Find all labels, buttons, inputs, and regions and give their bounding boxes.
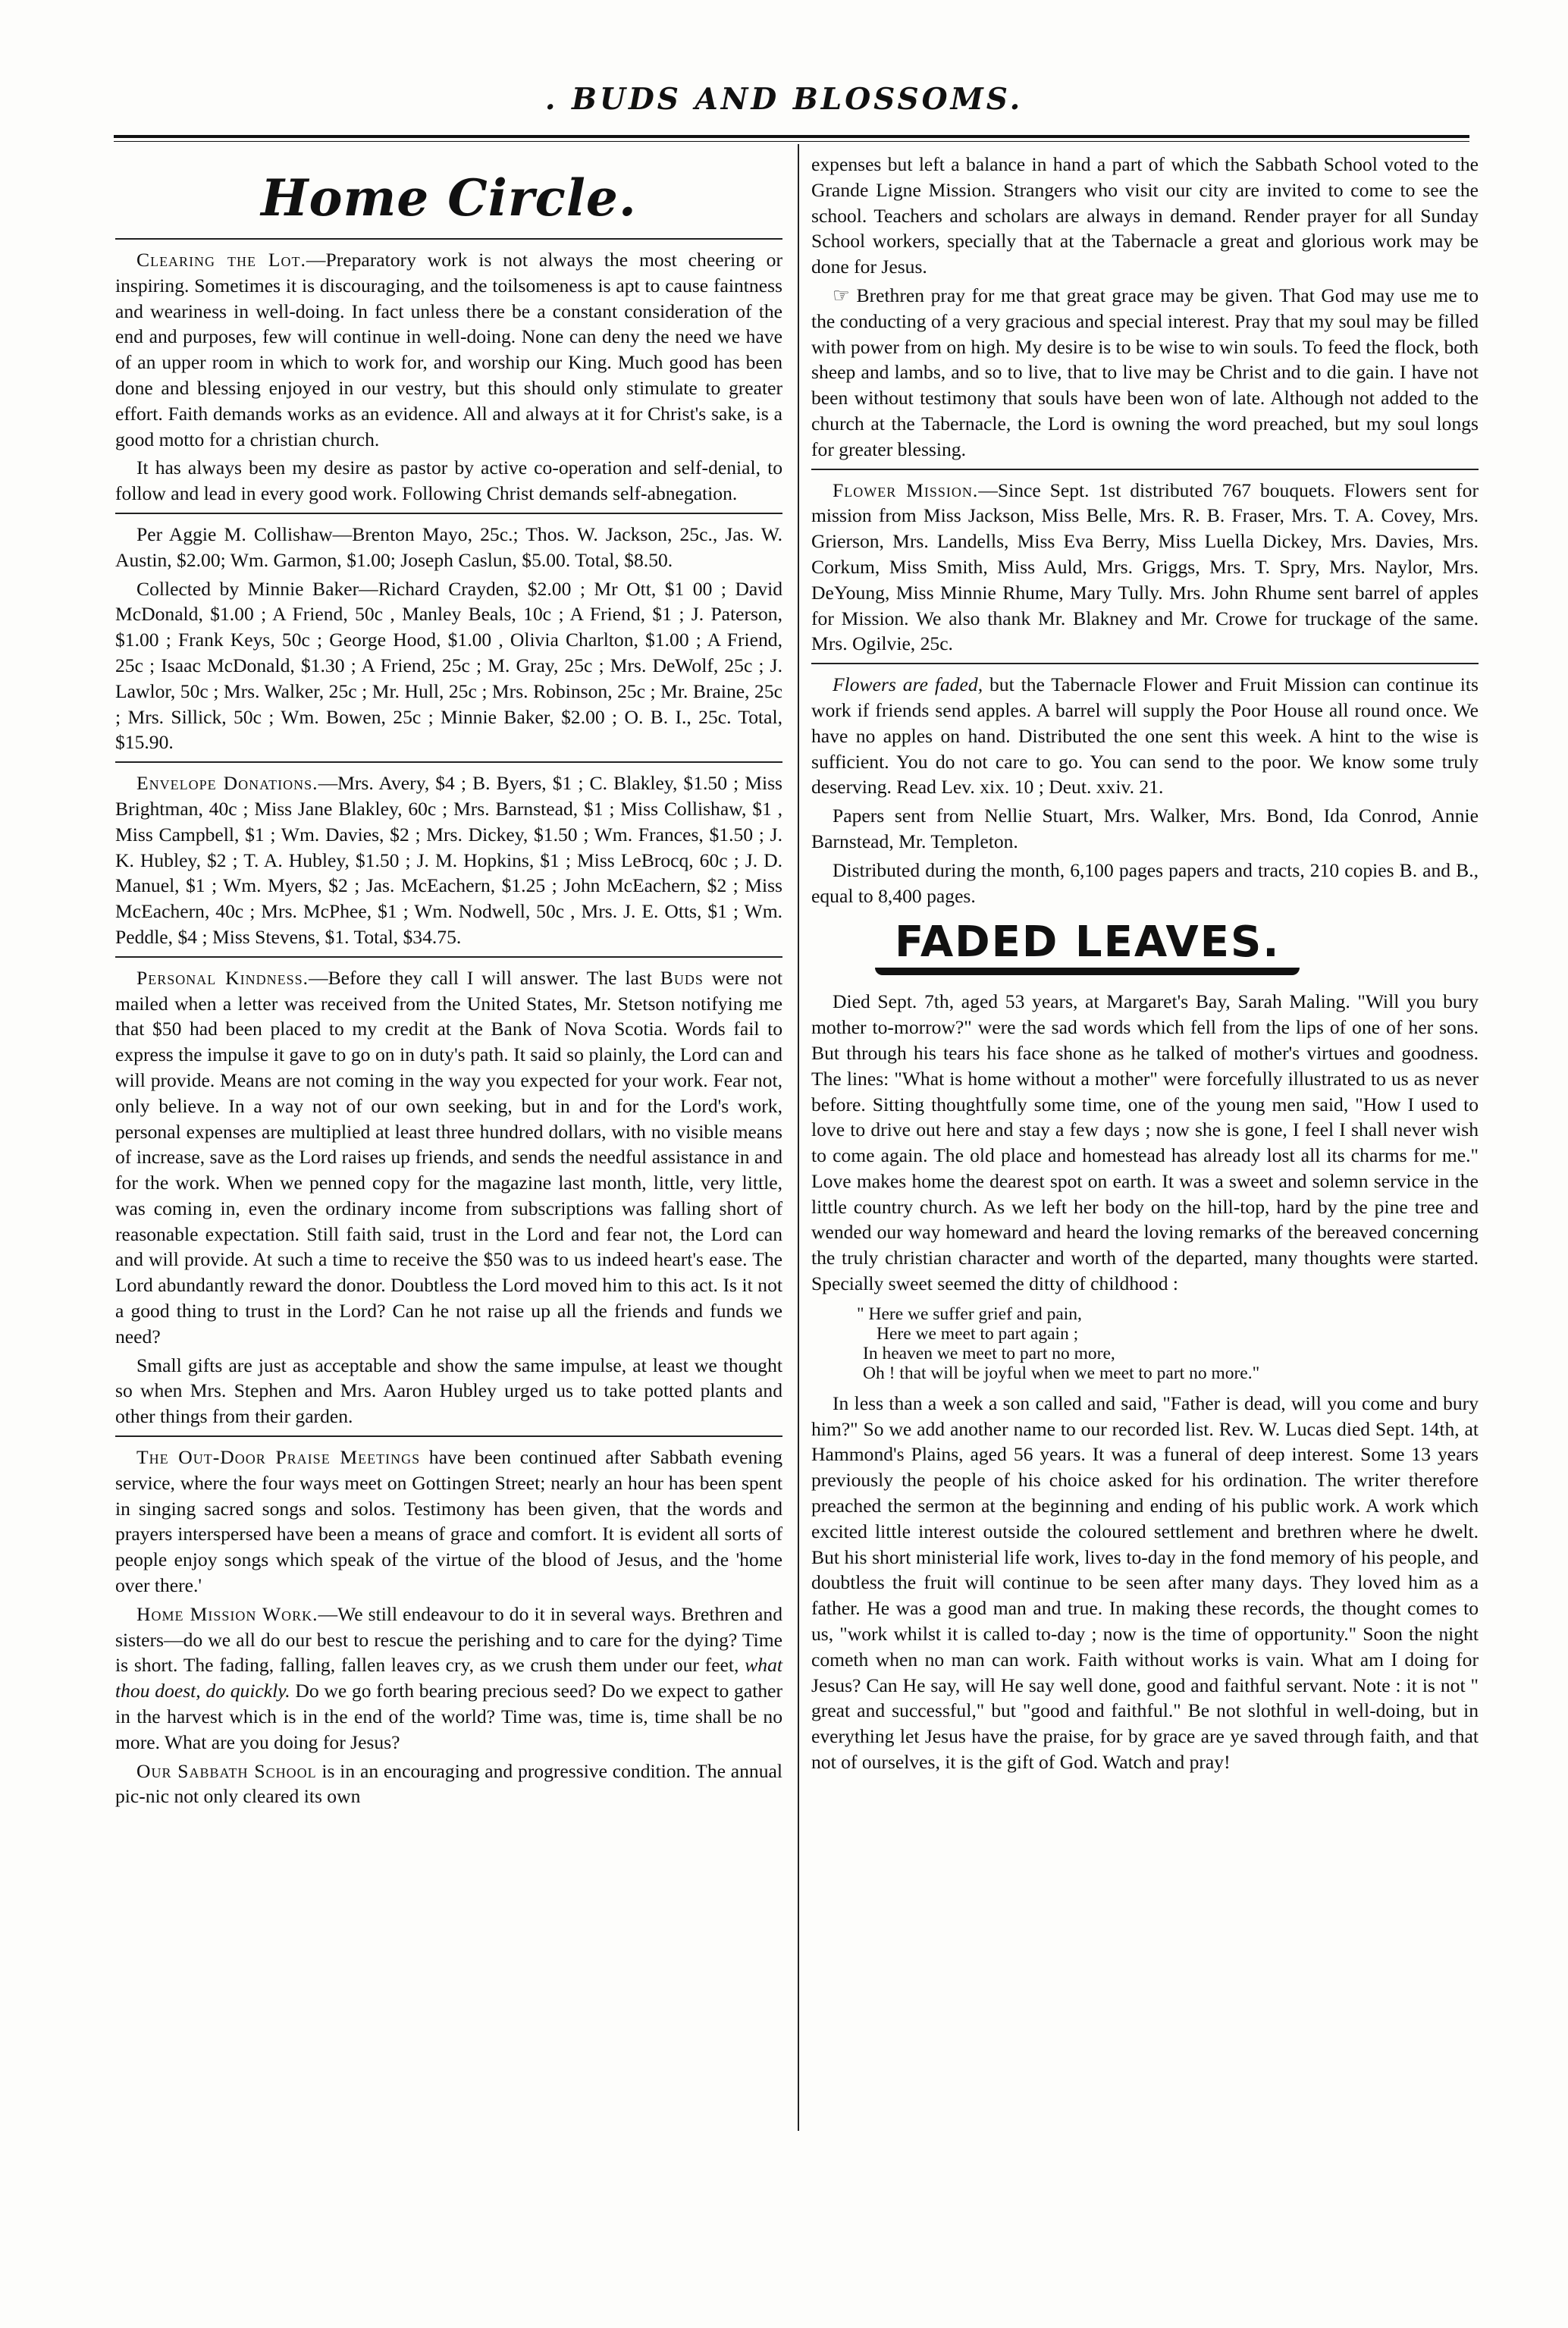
pointing-hand-icon: ☞ (833, 284, 850, 306)
paragraph-flower-mission (811, 478, 1479, 657)
text-home-mission-italic: what thou doest, do quickly. (115, 1654, 782, 1702)
section-title-faded-leaves: FADED LEAVES. (895, 918, 1281, 968)
text-flowers: but the Tabernacle Flower and Fruit Mission can continue its work if friends send apples. A barrel will supply the Poor House all round once. We have no apples on hand. Distributed the one sent this week. A hint to the wise is sufficient. You do not care to go. You can send to the poor. We know some truly deserving. Read Lev. xix. 10 ; Deut. xxiv. 21. (811, 673, 1479, 798)
right-column (811, 152, 1479, 1778)
lead-envelope: Envelope Donations. (136, 772, 318, 795)
header-rule (114, 135, 1469, 138)
text-personal-b: were not mailed when a letter was received from the United States, Mr. Stetson notifying me that $50 had been placed to my credit at the Bank of Nova Scotia. Words fail to express the impulse it gave to go on in duty's path. It said so plainly, the Lord can and will provide. Means are not coming in the way you expected for your work. Fear not, only believe. In a way not of our own seeking, but in and for the Lord's work, personal expenses are multiplied at least three hundred dollars, with no visible means of increase, save as the Lord raises up friends, and sends the needful assistance in and for the work. When we penned copy for the magazine last month, little, very little, was coming in, even the ordinary income from subscriptions was falling short of reasonable expectation. Still faith said, trust in the Lord and fear not, the Lord can and will provide. At such a time to receive the $50 was to us indeed heart's ease. The Lord abundantly reward the donor. Doubtless the Lord moved him to this act. Is it not a good thing to trust in the Lord? Can he not raise up all the friends and funds we need? (115, 966, 782, 1348)
text-sabbath: is in an encouraging and progressive condition. The annual pic-nic not only cleared its own (115, 1759, 782, 1808)
lead-personal: Personal Kindness. (136, 966, 309, 989)
paragraph-papers: Papers sent from Nellie Stuart, Mrs. Walker, Mrs. Bond, Ida Conrod, Annie Barnstead, Mr. Templeton. (811, 805, 1479, 852)
left-column (115, 152, 782, 1812)
lead-home-mission: Home Mission Work. (136, 1602, 318, 1625)
divider (115, 1435, 782, 1437)
text-home-mission-b: Do we go forth bearing precious seed? Do we expect to gather in the harvest which is in the end of the world? Time was, time is, time shall be no more. What are you doing for Jesus? (115, 1680, 783, 1753)
paragraph-outdoor (115, 1445, 782, 1599)
paragraph-small-gifts: Small gifts are just as acceptable and show the same impulse, at least we thought so when Mrs. Stephen and Mrs. Aaron Hubley urged us to take potted plants and other things from their garden. (115, 1354, 782, 1428)
lead-flower-mission: Flower Mission. (833, 478, 979, 501)
text-flower-mission: —Since Sept. 1st distributed 767 bouquets. Flowers sent for mission from Miss Jackson, Miss Belle, Mrs. R. B. Fraser, Mrs. T. A. Covey, Mrs. Grierson, Mrs. Landells, Miss Eva Berry, Miss Luella Dickey, Mrs. Davies, Mrs. Corkum, Miss Smith, Miss Auld, Mrs. Griggs, Mrs. T. Spry, Mrs. Naylor, Mrs. DeYoung, Miss Minnie Rhume, Mary Tully. Mrs. John Rhume sent barrel of apples for Mission. We also thank Mr. Blakney and Mr. Crowe for truckage of the same. Mrs. Ogilvie, 25c. (811, 478, 1479, 655)
paragraph-personal-kindness (115, 965, 782, 1350)
paragraph-crayden: Collected by Minnie Baker—Richard Crayden, $2.00 ; Mr Ott, $1 00 ; David McDonald, $1.00 ; A Friend, 50c , Manley Beals, 10c ; A Friend, $1 ; J. Paterson, $1.00 ; Frank Keys, 50c ; George Hood, $1.00 , Olivia Charlton, $1.00 ; A Friend, 25c ; Isaac McDonald, $1.30 ; A Friend, 25c ; M. Gray, 25c ; Mrs. DeWolf, 25c ; J. Lawlor, 50c ; Mrs. Walker, 25c ; Mr. Hull, 25c ; Mrs. Robinson, 25c ; Mr. Braine, 25c ; Mrs. Sillick, 50c ; Wm. Bowen, 25c ; Minnie Baker, $2.00 ; O. B. I., 25c. Total, $15.90. (115, 577, 782, 754)
paragraph-envelope (115, 770, 782, 950)
text-home-mission-a: —We still endeavour to do it in several ways. Brethren and sisters—do we all do our best to rescue the perishing and to care for the dying? Time is short. The fading, falling, fallen leaves cry, as we crush them under our feet, (115, 1602, 782, 1677)
title-underline-bar (875, 968, 1300, 975)
lead-sabbath: Our Sabbath School (136, 1759, 317, 1782)
divider (115, 513, 782, 514)
running-head: . BUDS AND BLOSSOMS. (544, 82, 1024, 117)
paragraph-died-sarah: Died Sept. 7th, aged 53 years, at Margaret's Bay, Sarah Maling. "Will you bury mother to-morrow?" were the sad words which fell from the lips of one of her sons. But through his tears his face shone as he talked of mother's virtues and goodness. The lines: "What is home without a mother" were forcefully illustrated to us as never before. Sitting thoughtfully some time, one of the young men said, "How I used to love to drive out here and stay a few days ; now she is gone, I feel I shall never wish to come again. The old place and homestead has already lost all its charms for me." Love makes home the dearest spot on earth. It was a sweet and solemn service in the little country church. As we left her body on the hill-top, hard by the pine tree and wended our way homeward and heard the loving remarks of the bereaved concerning the truly christian character and worth of the departed, many thoughts were started. Specially sweet seemed the ditty of childhood : (811, 990, 1479, 1295)
paragraph-brethren (811, 283, 1479, 463)
poem-line: Oh ! that will be joyful when we meet to part no more." (863, 1363, 1260, 1383)
lead-clearing: Clearing the Lot. (136, 249, 306, 271)
text-outdoor: have been continued after Sabbath evening service, where the four ways meet on Gottingen Street; nearly an hour has been spent in singing sacred songs and solos. Testimony has been given, that the words and prayers interspersed have been a means of grace and comfort. It is evident all sorts of people enjoy songs which speak of the virtue of the blood of Jesus, and the 'home over there.' (115, 1446, 783, 1597)
poem (857, 1304, 1479, 1383)
poem-line: " Here we suffer grief and pain, (857, 1304, 1082, 1324)
text-personal-buds: Buds (660, 966, 704, 989)
paragraph-continued: expenses but left a balance in hand a part of which the Sabbath School voted to the Grande Ligne Mission. Strangers who visit our city are invited to come to see the school. Teachers and scholars are always in demand. Render prayer for all Sunday School workers, specially that at the Tabernacle a great and glorious work may be done for Jesus. (811, 153, 1479, 278)
text-clearing: —Preparatory work is not always the most cheering or inspiring. Sometimes it is discouraging, and the toilsomeness is apt to cause faintness and weariness in well-doing. In fact unless there be a constant consideration of the end and purposes, few will continue in well-doing. None can deny the need we have of an upper room in which to work for, and worship our King. Much good has been done and blessing enjoyed in our vestry, but this should only stimulate to greater effort. Faith demands works as an evidence. All and always at it for Christ's sake, is a good motto for a christian church. (115, 249, 783, 450)
paragraph-flowers-faded (811, 672, 1479, 800)
paragraph-distributed: Distributed during the month, 6,100 pages papers and tracts, 210 copies B. and B., equal to 8,400 pages. (811, 858, 1479, 907)
text-brethren: Brethren pray for me that great grace may be given. That God may use me to the conducting of a very gracious and special interest. Pray that my soul may be filled with power from on high. My desire is to be wise to win souls. To feed the flock, both sheep and lambs, and so to live, that to live may be Christ and to die gain. I have not been without testimony that souls have been won of late. Although not added to the church at the Tabernacle, the Lord is owning the word preached, but my soul longs for greater blessing. (811, 284, 1479, 460)
paragraph-collishaw: Per Aggie M. Collishaw—Brenton Mayo, 25c.; Thos. W. Jackson, 25c., Jas. W. Austin, $2.00; Wm. Garmon, $1.00; Joseph Caslun, $5.00. Total, $8.50. (115, 522, 782, 571)
poem-line: In heaven we meet to part no more, (863, 1343, 1115, 1363)
paragraph-sabbath (115, 1759, 782, 1810)
paragraph-lucas: In less than a week a son called and said, "Father is dead, will you come and bury him?" So we add another name to our recorded list. Rev. W. Lucas died Sept. 14th, at Hammond's Plains, aged 56 years. It was a funeral of deep interest. Some 13 years previously the people of his choice asked for his ordination. The writer therefore preached the sermon at the beginning and ending of his public work. A work which excited little interest outside the coloured settlement and brethren where he dwelt. But his short ministerial life work, lives to-day in the fond memory of his people, and doubtless the fruit will continue to be seen after many days. They loved him as a father. He was a good man and true. In making these records, the thought comes to us, "work whilst it is called to-day ; now is the time of opportunity." Soon the night cometh when no man can work. Faith without works is vain. What am I doing for Jesus? Can He say, will He say well done, good and faithful servant. Note : it is not " great and successful," but "good and faithful." Be not slothful in well-doing, but in everything let Jesus have the praise, for by grace are ye saved through faith, and that not of ourselves, it is the gift of God. Watch and pray! (811, 1391, 1479, 1774)
text-flowers-italic: Flowers are faded, (833, 673, 983, 696)
text-envelope: —Mrs. Avery, $4 ; B. Byers, $1 ; C. Blakley, $1.50 ; Miss Brightman, 40c ; Miss Jane Blakley, 60c ; Mrs. Barnstead, $1 ; Miss Collishaw, $1 , Miss Campbell, $1 ; Wm. Davies, $2 ; Mrs. Dickey, $1.50 ; Wm. Frances, $1.50 ; J. K. Hubley, $2 ; T. A. Hubley, $1.50 ; J. M. Hopkins, $1 ; Miss LeBrocq, 60c ; J. D. Manuel, $1 ; Wm. Myers, $2 ; Jas. McEachern, $1.25 ; John McEachern, $2 ; Miss McEachern, 40c ; Mrs. McPhee, $1 ; Wm. Nodwell, 50c , Mrs. J. E. Otts, $1 ; Wm. Peddle, $4 ; Miss Stevens, $1. Total, $34.75. (115, 772, 782, 948)
lead-outdoor: The Out-Door Praise Meetings (136, 1446, 421, 1469)
divider (115, 761, 782, 763)
column-divider (798, 144, 799, 2131)
section-divider (115, 238, 782, 240)
paragraph-home-mission (115, 1602, 782, 1755)
divider (811, 663, 1479, 664)
divider (115, 956, 782, 958)
section-title-home-circle: Home Circle. (261, 168, 637, 227)
divider (811, 469, 1479, 470)
header-rule-thin (114, 141, 1469, 142)
paragraph-clearing (115, 247, 782, 452)
text-personal-a: —Before they call I will answer. The last (308, 966, 660, 989)
poem-line: Here we meet to part again ; (877, 1323, 1079, 1344)
paragraph-pastor: It has always been my desire as pastor by active co-operation and self-denial, to follow and lead in every good work. Following Christ demands self-abnegation. (115, 457, 782, 505)
